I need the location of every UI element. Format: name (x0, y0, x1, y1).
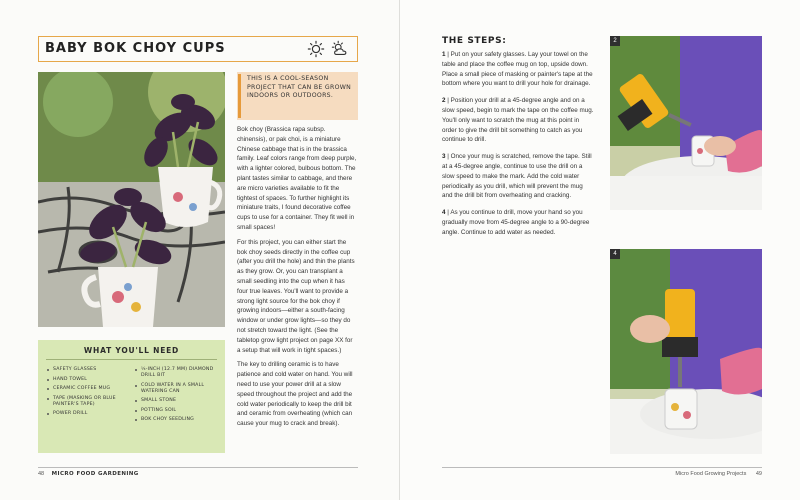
list-item: COLD WATER IN A SMALL WATERING CAN (134, 383, 218, 395)
footer-rule (38, 467, 358, 468)
materials-title: WHAT YOU'LL NEED (83, 346, 180, 355)
callout-text: THIS IS A COOL-SEASON PROJECT THAT CAN BE GROWN INDOORS OR OUTDOORS. (247, 75, 352, 99)
season-icons (307, 40, 349, 58)
list-item: TAPE (MASKING OR BLUE PAINTER'S TAPE) (46, 396, 128, 408)
list-item: POWER DRILL (46, 411, 128, 417)
step-photo-drilling-vertical (610, 249, 762, 454)
step-number: 3 (442, 153, 446, 161)
list-item: SMALL STONE (134, 398, 218, 404)
partly-cloudy-icon (331, 40, 349, 58)
materials-box (38, 340, 225, 453)
callout-accent-bar (238, 74, 241, 118)
sun-icon (307, 40, 325, 58)
steps-list (442, 50, 594, 245)
page-number: 48 (38, 471, 45, 477)
title-box (38, 36, 358, 62)
list-item: BOK CHOY SEEDLING (134, 417, 218, 423)
intro-body-text (237, 125, 357, 434)
bok-choy-photo (38, 72, 225, 327)
running-head: Micro Food Growing Projects (675, 471, 747, 477)
step-number: 4 (442, 209, 446, 217)
list-item: ¼-INCH (12.7 MM) DIAMOND DRILL BIT (134, 367, 218, 379)
step-item: 1 | Put on your safety glasses. Lay your towel on the table and place the coffee mug on top, upside down. Place a small piece of masking or painter's tape at the bottom where you want to drill your hole for drainage. (442, 51, 593, 88)
step-photo-drilling-start (610, 36, 762, 210)
page-number: 49 (755, 471, 762, 477)
step-item: 2 | Position your drill at a 45-degree angle and on a slow speed, begin to mark the tape on the coffee mug. You'll only want to scratch the mug at this point in order to give the drill bit something to catch as you continue to drill. (442, 97, 594, 144)
materials-list-right (134, 367, 218, 427)
photo-badge: 2 (610, 36, 620, 46)
materials-list-left (46, 367, 128, 421)
page-title: BABY BOK CHOY CUPS (45, 41, 226, 56)
step-number: 2 (442, 97, 446, 105)
step-text: Position your drill at a 45-degree angle and on a slow speed, begin to mark the tape on the coffee mug. You'll only want to scratch the mug at this point in order to give the drill bit something to catch as you continue to drill. (442, 97, 594, 144)
divider (46, 359, 217, 360)
paragraph: The key to drilling ceramic is to have patience and cold water on hand. You will need to use your power drill at a slow speed throughout the project and add the cold water periodically to keep the drill bit and ceramic from overheating (which can cause your mug to crack and break). (237, 361, 353, 428)
steps-title: THE STEPS: (442, 36, 507, 46)
list-item: POTTING SOIL (134, 408, 218, 414)
paragraph: Bok choy (Brassica rapa subsp. chinensis), or pak choi, is a miniature Chinese cabbage that is in the brassica family. Leaf colors range from deep purple, with a lighter colored, bulbous bottom. The plant tastes similar to cabbage, and there are micro varieties available to fit the tightest of spaces. To further highlight its miniature traits, I found decorative coffee cups to use for a container. They fit well in small spaces! (237, 126, 357, 231)
step-item: 4 | As you continue to drill, move your hand so you gradually move from 45-degree angle to a 90-degree angle. Continue to add water as needed. (442, 209, 590, 236)
running-head: MICRO FOOD GARDENING (51, 471, 139, 477)
left-folio (38, 471, 139, 477)
right-page (400, 0, 800, 500)
footer-rule (442, 467, 762, 468)
list-item: CERAMIC COFFEE MUG (46, 386, 128, 392)
step-text: As you continue to drill, move your hand so you gradually move from 45-degree angle to a 90-degree angle. Continue to add water as needed. (442, 209, 590, 236)
step-text: Put on your safety glasses. Lay your towel on the table and place the coffee mug on top, upside down. Place a small piece of masking or painter's tape at the bottom where you want to drill your hole for drainage. (442, 51, 593, 88)
list-item: SAFETY GLASSES (46, 367, 128, 373)
paragraph: For this project, you can either start the bok choy seeds directly in the coffee cup (after you drill the hole) and thin the plants as they grow. Or, you can transplant a small seedling into the cup when it has four true leaves. You'll want to provide a strong light source for the bok choy if growing indoors—either a south-facing window or under grow lights—so they do not stretch toward the light. (See the tabletop grow light project on page XX for a setup that will work in tight spaces.) (237, 238, 355, 354)
right-folio (675, 471, 762, 477)
step-item: 3 | Once your mug is scratched, remove the tape. Still at a 45-degree angle, continue to use the drill on a slow speed to make the mark. Add the cold water periodically as you drill, which will prevent the mug and the drill bit from overheating and cracking. (442, 153, 592, 200)
list-item: HAND TOWEL (46, 377, 128, 383)
photo-badge: 4 (610, 249, 620, 259)
step-text: Once your mug is scratched, remove the tape. Still at a 45-degree angle, continue to use the drill on a slow speed to make the mark. Add the cold water periodically as you drill, which will prevent the mug and the drill bit from overheating and cracking. (442, 153, 592, 200)
step-number: 1 (442, 51, 446, 58)
